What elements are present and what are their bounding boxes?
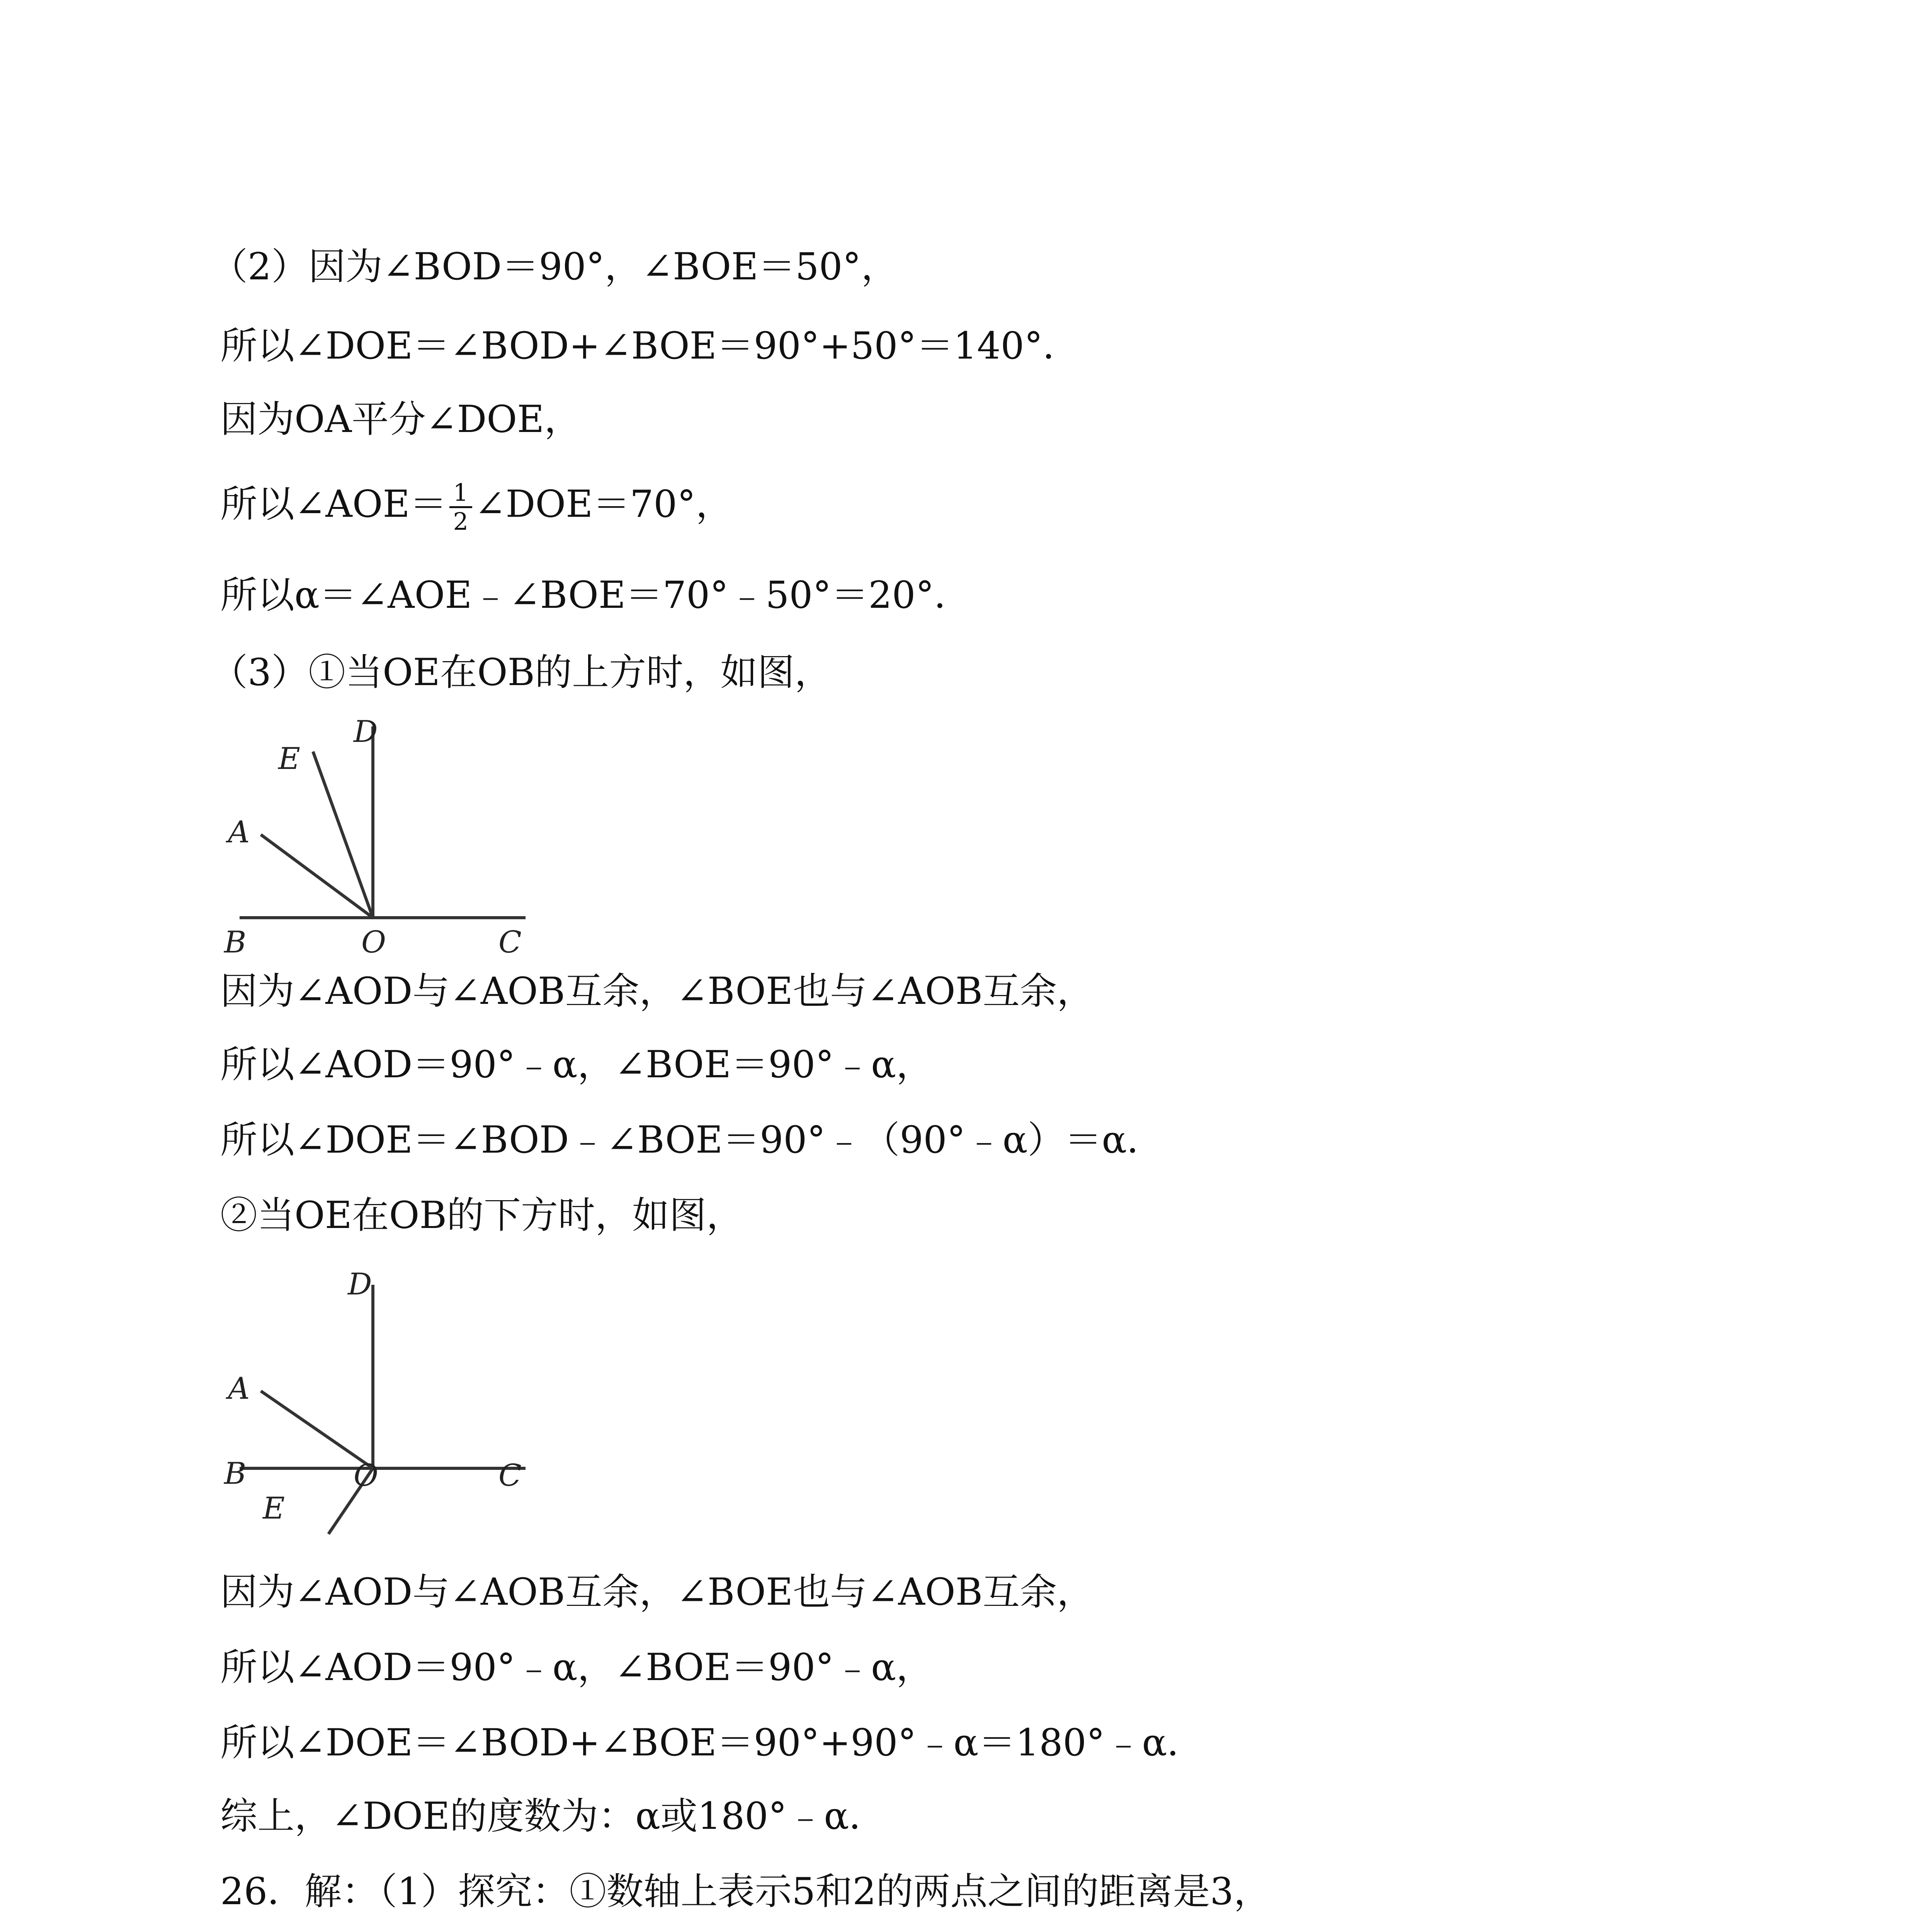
text-line-7: 因为∠AOD与∠AOB互余，∠BOE也与∠AOB互余，	[220, 969, 1094, 1013]
text-line-1: （2）因为∠BOD＝90°，∠BOE＝50°，	[211, 245, 898, 288]
text-line-5: 所以α＝∠AOE﹣∠BOE＝70°﹣50°＝20°．	[220, 573, 971, 617]
label-E: E	[278, 742, 300, 776]
fraction-one-half	[449, 479, 472, 535]
label-B: B	[224, 925, 247, 958]
text-line-8: 所以∠AOD＝90°﹣α，∠BOE＝90°﹣α，	[220, 1043, 933, 1086]
angle-figure-lower	[216, 1264, 545, 1549]
text-line-10: ②当OE在OB的下方时，如图，	[220, 1194, 744, 1237]
ray-OA	[261, 835, 373, 918]
label-C: C	[498, 1458, 522, 1493]
label-O: O	[354, 1458, 378, 1493]
ray-OA	[261, 1391, 373, 1468]
text-line-4-a: 所以∠AOE＝	[220, 482, 447, 526]
label-D: D	[348, 1267, 372, 1302]
text-line-2: 所以∠DOE＝∠BOD+∠BOE＝90°+50°＝140°．	[220, 324, 1080, 367]
label-O: O	[361, 925, 386, 958]
text-line-11: 因为∠AOD与∠AOB互余，∠BOE也与∠AOB互余，	[220, 1570, 1094, 1614]
angle-figure-upper	[216, 711, 545, 958]
fraction-denominator: 2	[453, 507, 468, 536]
label-E: E	[263, 1491, 285, 1526]
text-line-9: 所以∠DOE＝∠BOD﹣∠BOE＝90°﹣（90°﹣α）＝α．	[220, 1118, 1164, 1162]
text-line-4	[220, 479, 733, 535]
fraction-numerator: 1	[449, 479, 472, 508]
text-line-6: （3）①当OE在OB的上方时，如图，	[211, 651, 832, 694]
text-line-15: 26．解：（1）探究：①数轴上表示5和2的两点之间的距离是3，	[220, 1870, 1271, 1913]
text-line-12: 所以∠AOD＝90°﹣α，∠BOE＝90°﹣α，	[220, 1646, 933, 1689]
label-D: D	[354, 714, 378, 749]
text-line-3: 因为OA平分∠DOE，	[220, 398, 582, 441]
text-line-4-b: ∠DOE＝70°，	[475, 482, 733, 526]
label-A: A	[228, 815, 250, 850]
label-B: B	[224, 1456, 247, 1491]
text-line-13: 所以∠DOE＝∠BOD+∠BOE＝90°+90°﹣α＝180°﹣α．	[220, 1721, 1204, 1764]
label-A: A	[228, 1371, 250, 1406]
ray-OE	[313, 752, 373, 918]
label-C: C	[498, 925, 522, 958]
text-line-14: 综上，∠DOE的度数为：α或180°﹣α．	[220, 1794, 886, 1838]
